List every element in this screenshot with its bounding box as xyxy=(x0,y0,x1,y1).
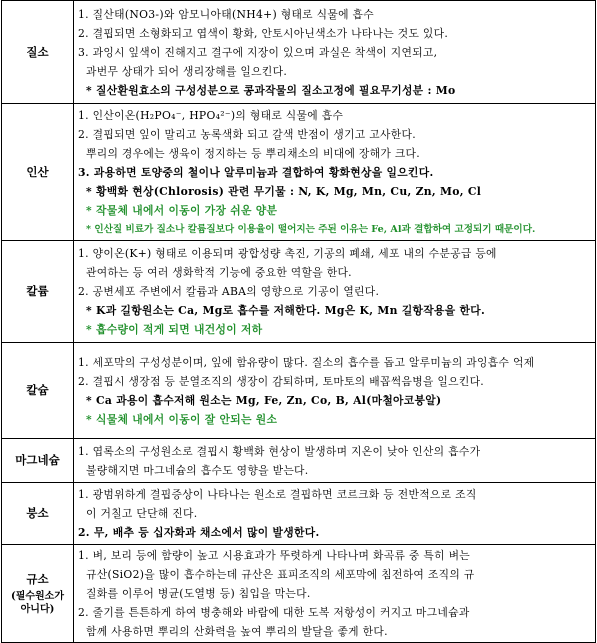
note: * 인산질 비료가 질소나 칼륨질보다 이용율이 떨어지는 주된 이유는 Fe, Al과 결합하여 고정되기 때문이다. xyxy=(86,223,536,235)
list-item: 뿌리의 경우에는 생육이 정지하는 등 뿌리채소의 비대에 장해가 크다. xyxy=(86,146,421,160)
nutrient-table xyxy=(1,0,596,643)
list-item: 3. 과용하면 토양중의 철이나 알루미늄과 결합하여 황화현상을 일으킨다. xyxy=(78,165,434,179)
list-item: 1. 광범위하게 결핍증상이 나타나는 원소로 결핍하면 코르크화 등 전반적으로 조직 xyxy=(78,488,477,501)
table-row xyxy=(2,483,596,545)
row-content xyxy=(74,104,596,241)
list-item: 2. 무, 배추 등 십자화과 채소에서 많이 발생한다. xyxy=(78,526,320,539)
row-label: 붕소 xyxy=(2,483,74,545)
row-content xyxy=(74,241,596,343)
note: * 작물체 내에서 이동이 가장 쉬운 양분 xyxy=(86,203,278,217)
table-row xyxy=(2,241,596,343)
list-item: 1. 양이온(K+) 형태로 이용되며 광합성량 촉진, 기공의 폐쇄, 세포 내의 수분공급 등에 xyxy=(78,247,497,260)
list-item: 1. 질산태(NO3-)와 암모니아태(NH4+) 형태로 식물에 흡수 xyxy=(78,7,375,21)
row-label-text: 규소 xyxy=(26,571,49,586)
list-item: 과번무 상태가 되어 생리장해를 일으킨다. xyxy=(86,64,288,78)
list-item: 관여하는 등 여러 생화학적 기능에 중요한 역할을 한다. xyxy=(86,266,352,279)
table-row xyxy=(2,104,596,241)
row-label-sub: (필수원소가 아니다) xyxy=(10,590,65,615)
row-content xyxy=(74,343,596,439)
list-item: 1. 세포막의 구성성분이며, 잎에 함유량이 많다. 질소의 흡수를 돕고 알루미늄의 과잉흡수 억제 xyxy=(78,355,535,369)
list-item: 2. 공변세포 주변에서 칼륨과 ABA의 영향으로 기공이 열린다. xyxy=(78,285,380,298)
row-label xyxy=(2,545,74,643)
list-item: 3. 과잉시 잎색이 진해지고 결구에 지장이 있으며 과실은 착색이 지연되고, xyxy=(78,45,438,59)
note: * 질산환원효소의 구성성분으로 콩과작물의 질소고정에 필요무기성분 : Mo xyxy=(86,83,456,97)
row-content xyxy=(74,545,596,643)
table-row xyxy=(2,343,596,439)
note: * Ca 과용이 흡수저해 원소는 Mg, Fe, Zn, Co, B, Al(마철아코붕알) xyxy=(86,393,442,407)
table-row xyxy=(2,439,596,483)
list-item: 2. 결핍되면 소형화되고 엽색이 황화, 안토시아닌색소가 나타나는 것도 있다. xyxy=(78,26,449,40)
list-item: 2. 줄기를 튼튼하게 하여 병충해와 바람에 대한 도복 저항성이 커지고 마그네슘과 xyxy=(78,606,470,619)
list-item: 1. 엽록소의 구성원소로 결핍시 황백화 현상이 발생하며 지온이 낮아 인산의 흡수가 xyxy=(78,444,481,458)
list-item: 함께 사용하면 뿌리의 산화력을 높여 뿌리의 발달을 좋게 한다. xyxy=(86,625,388,638)
list-item: 1. 인산이온(H₂PO₄⁻, HPO₄²⁻)의 형태로 식물에 흡수 xyxy=(78,108,344,122)
list-item: 질화를 이루어 병균(도열병 등) 침입을 막는다. xyxy=(86,587,311,600)
row-content xyxy=(74,1,596,104)
row-content xyxy=(74,483,596,545)
note: * K과 길항원소는 Ca, Mg로 흡수를 저해한다. Mg은 K, Mn 길항작용을 한다. xyxy=(86,304,486,317)
list-item: 불량해지면 마그네슘의 흡수도 영향을 받는다. xyxy=(86,463,309,477)
list-item: 규산(SiO2)을 많이 흡수하는데 규산은 표피조직의 세포막에 침전하여 조직의 규 xyxy=(86,568,475,581)
row-label: 칼슘 xyxy=(2,343,74,439)
table-row xyxy=(2,545,596,643)
note: * 황백화 현상(Chlorosis) 관련 무기물 : N, K, Mg, Mn, Cu, Zn, Mo, Cl xyxy=(86,184,482,198)
table-row xyxy=(2,1,596,104)
list-item: 2. 결핍시 생장점 등 분열조직의 생장이 감퇴하며, 토마토의 배꼽썩음병을 일으킨다. xyxy=(78,374,485,388)
list-item: 1. 벼, 보리 등에 함량이 높고 시용효과가 뚜렷하게 나타나며 화곡류 중 특히 벼는 xyxy=(78,549,471,562)
list-item: 2. 결핍되면 잎이 말리고 농록색화 되고 갈색 반점이 생기고 고사한다. xyxy=(78,127,416,141)
note: * 식물체 내에서 이동이 잘 안되는 원소 xyxy=(86,412,278,426)
list-item: 이 거칠고 단단해 진다. xyxy=(86,507,198,520)
row-label: 인산 xyxy=(2,104,74,241)
row-content xyxy=(74,439,596,483)
row-label: 질소 xyxy=(2,1,74,104)
row-label: 마그네슘 xyxy=(2,439,74,483)
note: * 흡수량이 적게 되면 내건성이 저하 xyxy=(86,323,263,336)
row-label: 칼륨 xyxy=(2,241,74,343)
